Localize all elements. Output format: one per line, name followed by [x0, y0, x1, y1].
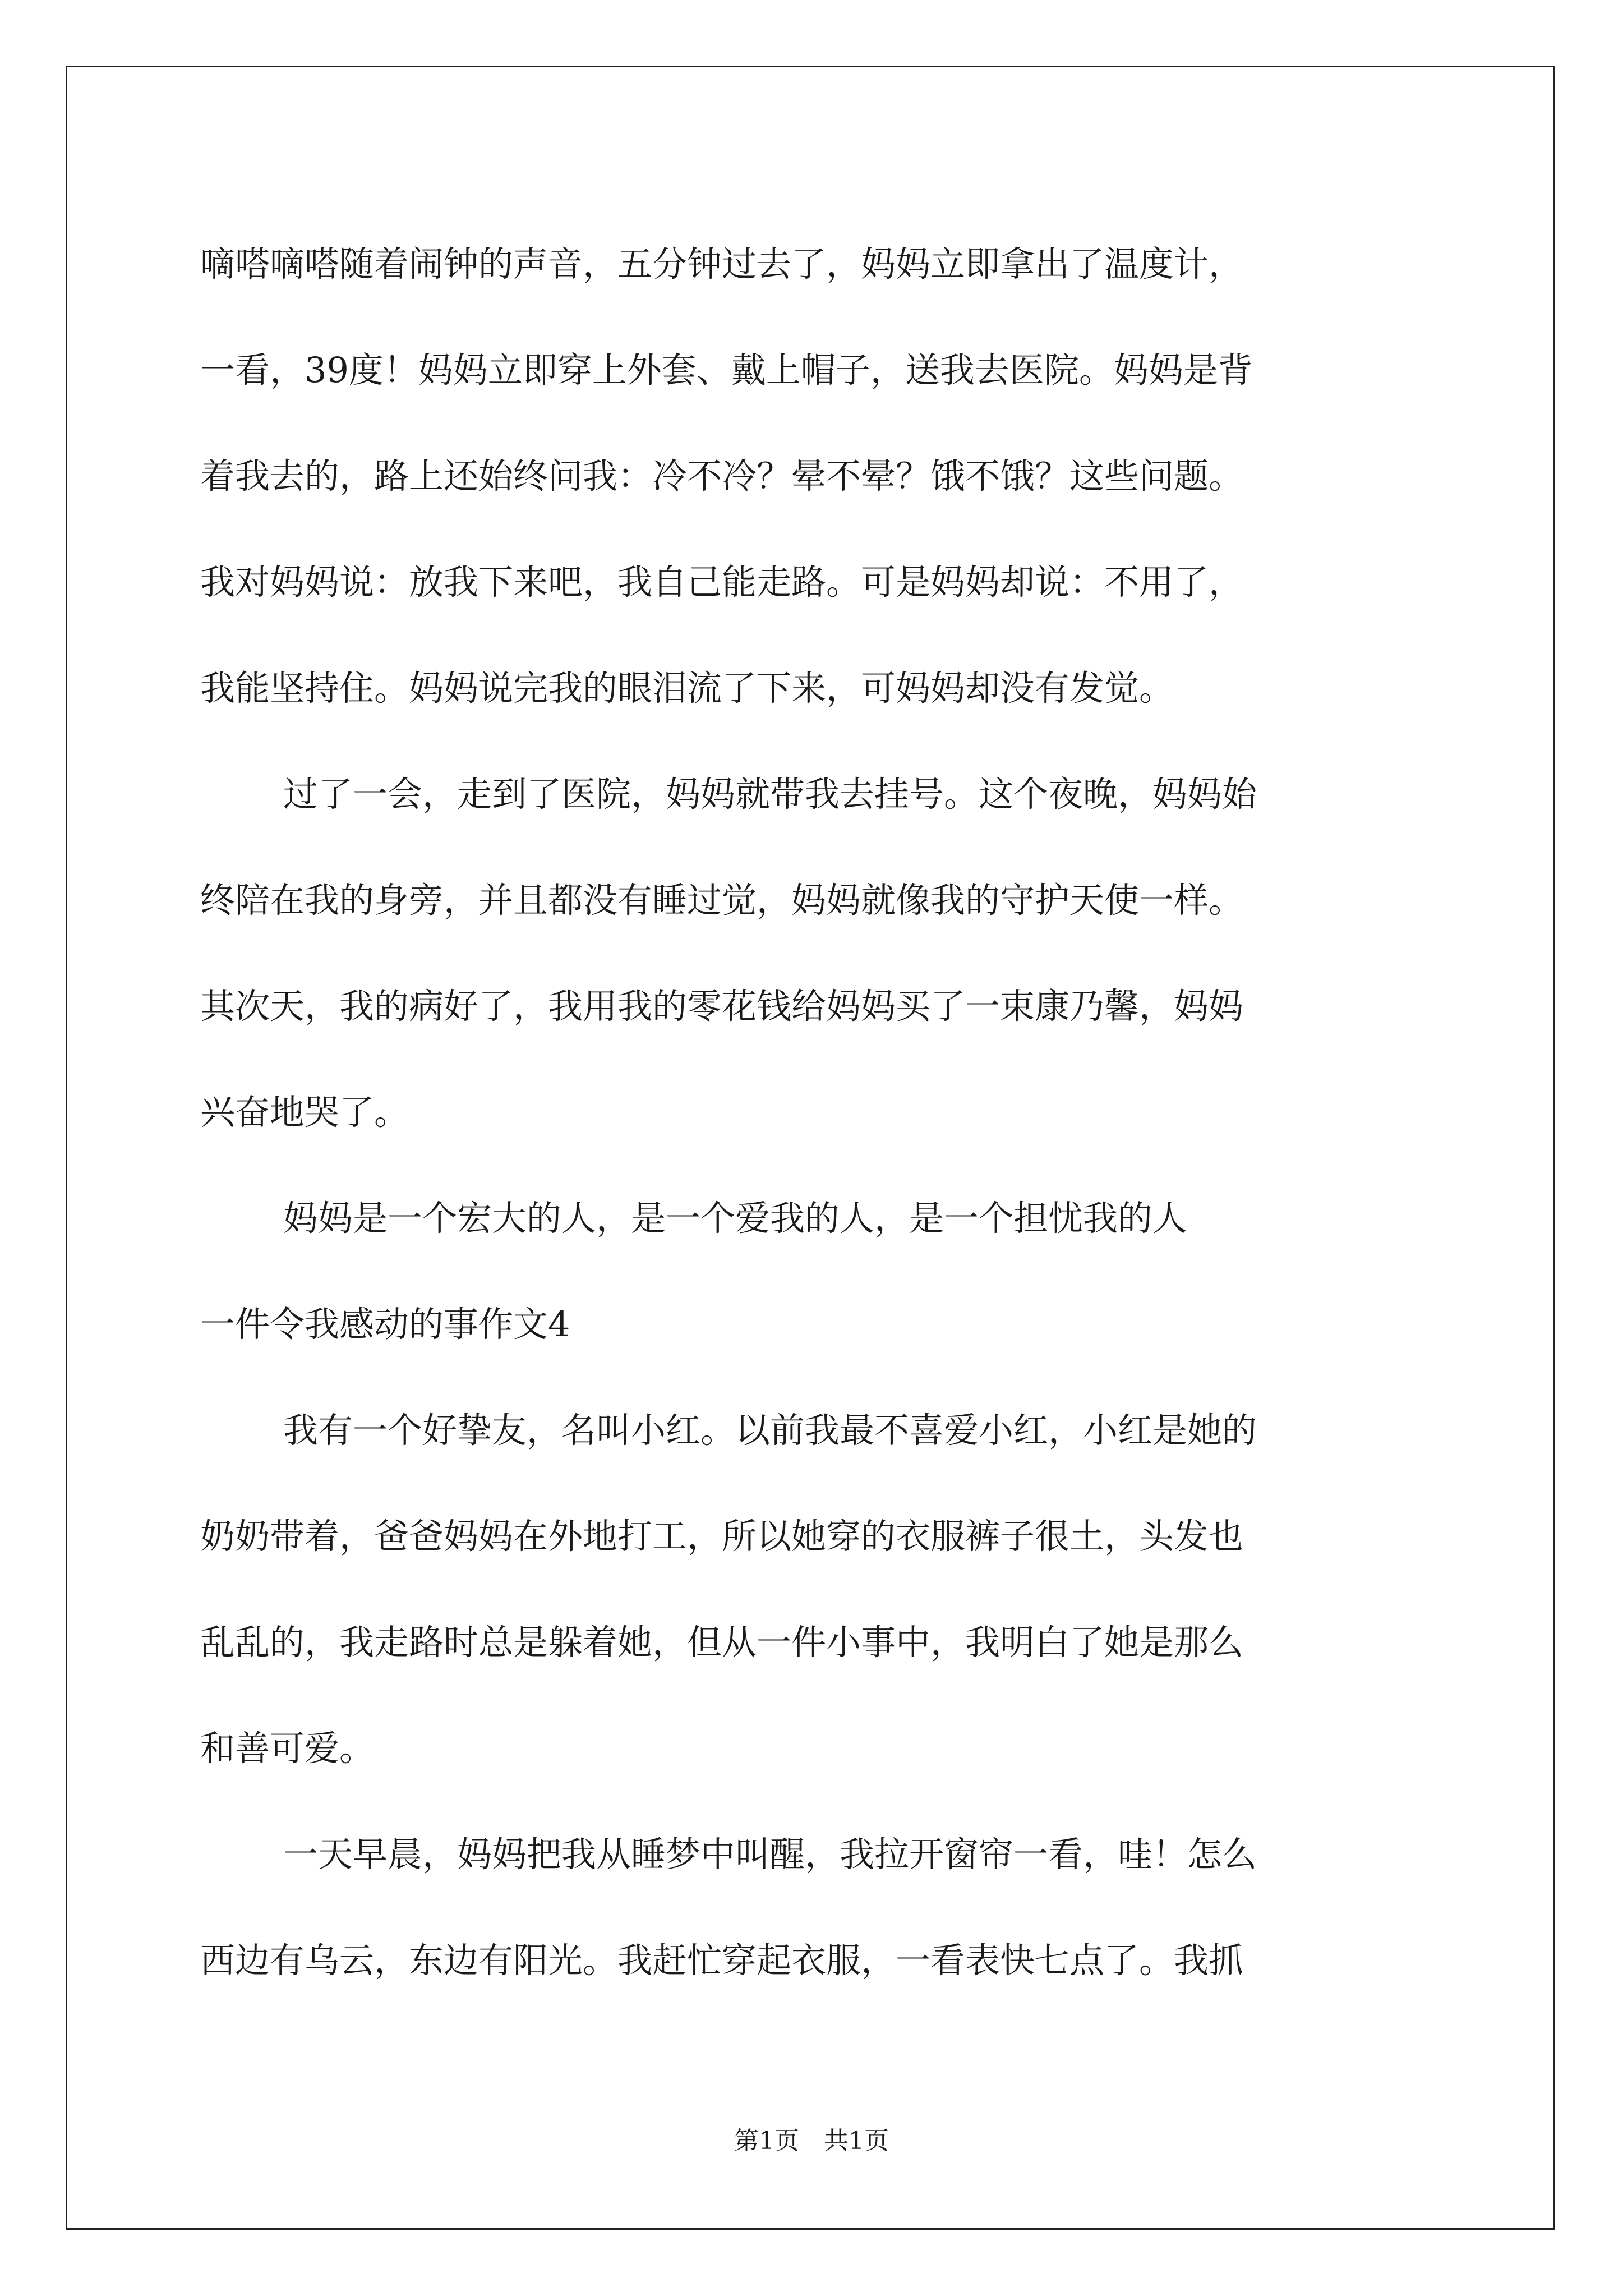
text-line: 和善可爱。 [200, 1728, 375, 1769]
document-body [200, 211, 1434, 2013]
section-title: 一件令我感动的事作文4 [200, 1304, 570, 1345]
page-number-footer: 第1页 共1页 [734, 2127, 889, 2155]
paragraph-start-line: 妈妈是一个宏大的人，是一个爱我的人，是一个担忧我的人 [283, 1198, 1188, 1239]
text-line: 我能坚持住。妈妈说完我的眼泪流了下来，可妈妈却没有发觉。 [200, 668, 1174, 708]
text-line: 终陪在我的身旁，并且都没有睡过觉，妈妈就像我的守护天使一样。 [200, 880, 1244, 921]
paragraph-start-line: 我有一个好挚友，名叫小红。以前我最不喜爱小红，小红是她的 [283, 1410, 1257, 1451]
text-line: 我对妈妈说：放我下来吧，我自己能走路。可是妈妈却说：不用了， [200, 562, 1244, 602]
text-line: 其次天，我的病好了，我用我的零花钱给妈妈买了一束康乃馨，妈妈 [200, 986, 1244, 1027]
text-line: 兴奋地哭了。 [200, 1092, 409, 1133]
paragraph-start-line: 一天早晨，妈妈把我从睡梦中叫醒，我拉开窗帘一看，哇！怎么 [283, 1834, 1257, 1875]
paragraph-start-line: 过了一会，走到了医院，妈妈就带我去挂号。这个夜晚，妈妈始 [283, 774, 1257, 815]
text-line: 一看，39度！妈妈立即穿上外套、戴上帽子，送我去医院。妈妈是背 [200, 349, 1253, 390]
text-line: 嘀嗒嘀嗒随着闹钟的声音，五分钟过去了，妈妈立即拿出了温度计， [200, 243, 1244, 284]
text-line: 乱乱的，我走路时总是躲着她，但从一件小事中，我明白了她是那么 [200, 1622, 1244, 1663]
text-line: 着我去的，路上还始终问我：冷不冷？晕不晕？饿不饿？这些问题。 [200, 455, 1244, 496]
text-line: 西边有乌云，东边有阳光。我赶忙穿起衣服，一看表快七点了。我抓 [200, 1940, 1244, 1981]
text-line: 奶奶带着，爸爸妈妈在外地打工，所以她穿的衣服裤子很土，头发也 [200, 1516, 1244, 1557]
